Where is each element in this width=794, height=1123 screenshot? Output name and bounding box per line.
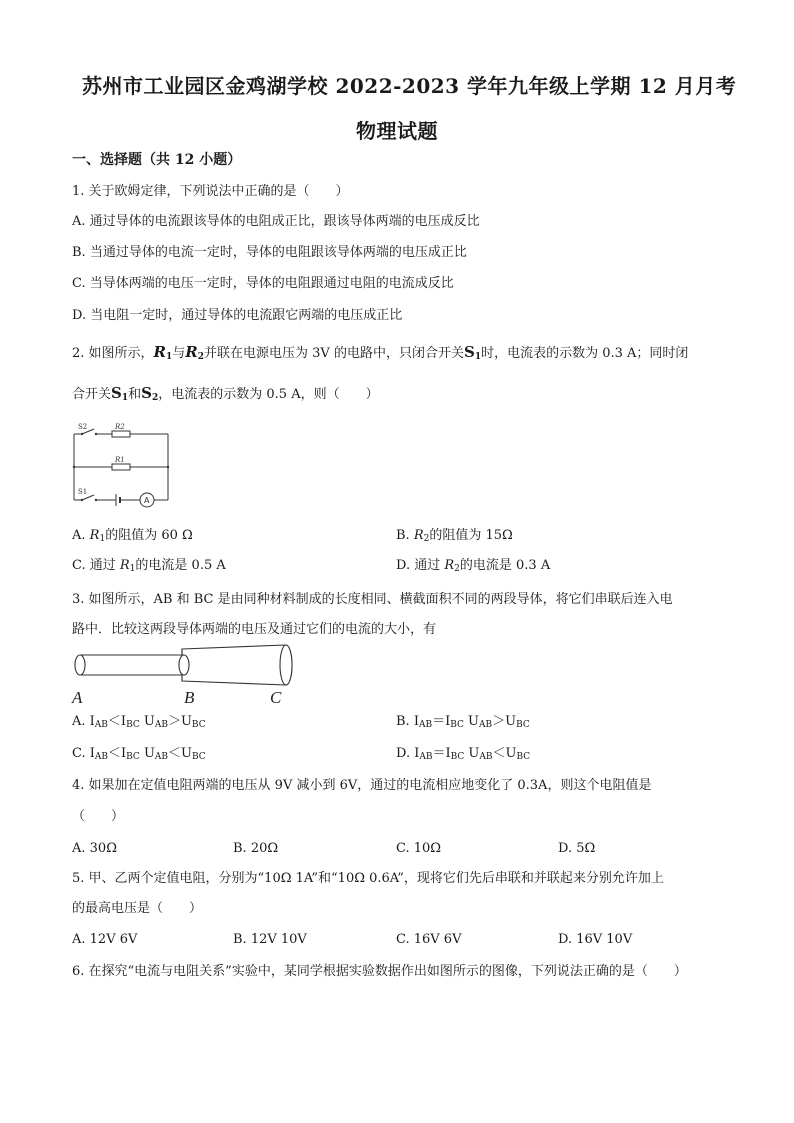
- label-a: A: [72, 688, 83, 707]
- q2-option-c: [72, 557, 226, 578]
- sub: BC: [192, 752, 206, 762]
- text: B.: [396, 528, 414, 543]
- text: D. I: [396, 746, 420, 761]
- sub: BC: [450, 720, 464, 730]
- conductor-diagram: [70, 643, 300, 709]
- label-s2: S2: [78, 423, 88, 431]
- sub: BC: [126, 752, 140, 762]
- q3-option-a: [72, 713, 206, 734]
- sub: AB: [94, 752, 109, 762]
- sub: BC: [516, 752, 531, 762]
- text: 2. 如图所示，: [72, 346, 154, 361]
- q4-option-a: A. 30Ω: [72, 841, 117, 856]
- text: 和: [128, 387, 142, 402]
- label-r2: R2: [115, 423, 125, 431]
- q2-option-a: [72, 527, 193, 548]
- sub: AB: [419, 752, 433, 762]
- var-r1: R: [153, 343, 167, 361]
- sub: AB: [478, 720, 493, 730]
- sub: 2: [151, 393, 159, 403]
- label-s1: S1: [78, 488, 88, 496]
- sub: 2: [197, 352, 205, 362]
- q4-option-b: B. 20Ω: [233, 841, 279, 856]
- text: ＞U: [167, 714, 192, 729]
- q5-option-a: A. 12V 6V: [72, 932, 138, 947]
- q3-stem-line2: 路中．比较这两段导体两端的电压及通过它们的电流的大小，有: [72, 622, 437, 637]
- text: U: [464, 746, 480, 761]
- var: R: [89, 528, 100, 543]
- text: 时，电流表的示数为 0.3 A；同时闭: [481, 346, 689, 361]
- var: R: [444, 558, 455, 573]
- var: R: [413, 528, 424, 543]
- sub: BC: [516, 720, 530, 730]
- q2-option-b: [396, 527, 513, 548]
- sub: 2: [454, 564, 460, 574]
- var-s1: S: [111, 384, 122, 402]
- q2-stem-line1: [72, 343, 688, 366]
- q4-option-c: C. 10Ω: [396, 841, 442, 856]
- text: 的阻值为 60 Ω: [105, 528, 193, 543]
- text: C. I: [72, 746, 95, 761]
- text: ＜U: [492, 746, 517, 761]
- text: D. 通过: [396, 558, 445, 573]
- text: ＜I: [107, 714, 127, 729]
- text: 并联在电源电压为 3V 的电路中，只闭合开关: [204, 346, 464, 361]
- sub: AB: [154, 752, 169, 762]
- sub: AB: [154, 720, 168, 730]
- sub: BC: [450, 752, 465, 762]
- sub: 1: [99, 534, 106, 544]
- sub: 2: [423, 534, 430, 544]
- q4-option-d: D. 5Ω: [558, 841, 596, 856]
- text: ＞U: [492, 714, 517, 729]
- text: U: [139, 714, 155, 729]
- text: U: [463, 714, 479, 729]
- text: 与: [172, 346, 186, 361]
- page-title: 苏州市工业园区金鸡湖学校 2022-2023 学年九年级上学期 12 月月考: [82, 74, 737, 98]
- text: A.: [72, 528, 90, 543]
- q5-option-c: C. 16V 6V: [396, 932, 462, 947]
- sub: 1: [129, 564, 136, 574]
- q6-stem-line1: 6. 在探究“电流与电阻关系”实验中，某同学根据实验数据作出如图所示的图像，下列说法正确的是（ ）: [72, 964, 687, 979]
- text: U: [139, 746, 155, 761]
- sub: BC: [126, 720, 140, 730]
- text: C. 通过: [72, 558, 120, 573]
- q3-option-d: [396, 745, 530, 766]
- var-s1: S: [463, 343, 475, 361]
- q1-option-d: D. 当电阻一定时，通过导体的电流跟它两端的电压成正比: [72, 308, 403, 323]
- text: ＜I: [108, 746, 127, 761]
- page-subtitle: 物理试题: [356, 119, 438, 143]
- text: ＜U: [168, 746, 193, 761]
- label-c: C: [270, 688, 282, 707]
- sub: 1: [121, 393, 129, 403]
- q3-stem-line1: 3. 如图所示，AB 和 BC 是由同种材料制成的长度相同、横截面积不同的两段导体，将它们串联后连入电: [72, 592, 673, 607]
- q4-stem-line1: 4. 如果加在定值电阻两端的电压从 9V 减小到 6V，通过的电流相应地变化了 0.3A，则这个电阻值是: [72, 778, 652, 793]
- sub: AB: [479, 752, 493, 762]
- q4-stem-line2: （ ）: [72, 809, 125, 824]
- sub: 1: [166, 352, 173, 362]
- var-s2: S: [141, 384, 152, 402]
- text: 的电流是 0.5 A: [135, 558, 226, 573]
- text: 合开关: [72, 387, 112, 402]
- var: R: [119, 558, 130, 573]
- q2-stem-line2: [72, 384, 379, 407]
- q5-option-b: B. 12V 10V: [233, 932, 307, 947]
- text: A. I: [72, 714, 95, 729]
- text: B. I: [396, 714, 419, 729]
- q3-option-b: [396, 713, 530, 734]
- text: 的电流是 0.3 A: [459, 558, 551, 573]
- q5-option-d: D. 16V 10V: [558, 932, 633, 947]
- q2-option-d: [396, 557, 550, 578]
- section-heading: 一、选择题（共 12 小题）: [72, 152, 242, 168]
- q1-stem: 1. 关于欧姆定律，下列说法中正确的是（ ）: [72, 184, 349, 199]
- label-b: B: [184, 688, 195, 707]
- text: ，电流表的示数为 0.5 A，则（ ）: [158, 387, 379, 402]
- sub: BC: [191, 720, 206, 730]
- q1-option-b: B. 当通过导体的电流一定时，导体的电阻跟该导体两端的电压成正比: [72, 245, 467, 260]
- ammeter-label: A: [144, 496, 150, 505]
- sub: AB: [94, 720, 108, 730]
- text: 的阻值为 15Ω: [429, 528, 513, 543]
- q1-option-c: C. 当导体两端的电压一定时，导体的电阻跟通过电阻的电流成反比: [72, 276, 454, 291]
- var-r2: R: [185, 343, 198, 361]
- circuit-diagram: [68, 420, 178, 512]
- sub: AB: [418, 720, 433, 730]
- q3-option-c: [72, 745, 206, 766]
- q5-stem-line1: 5. 甲、乙两个定值电阻，分别为“10Ω 1A”和“10Ω 0.6A”，现将它们先后串联和并联起来分别允许加上: [72, 871, 664, 886]
- sub: 1: [474, 352, 482, 362]
- label-r1: R1: [115, 456, 125, 464]
- q1-option-a: A. 通过导体的电流跟该导体的电阻成正比，跟该导体两端的电压成反比: [72, 214, 480, 229]
- text: ＝I: [432, 746, 451, 761]
- q5-stem-line2: 的最高电压是（ ）: [72, 901, 203, 916]
- text: ＝I: [432, 714, 451, 729]
